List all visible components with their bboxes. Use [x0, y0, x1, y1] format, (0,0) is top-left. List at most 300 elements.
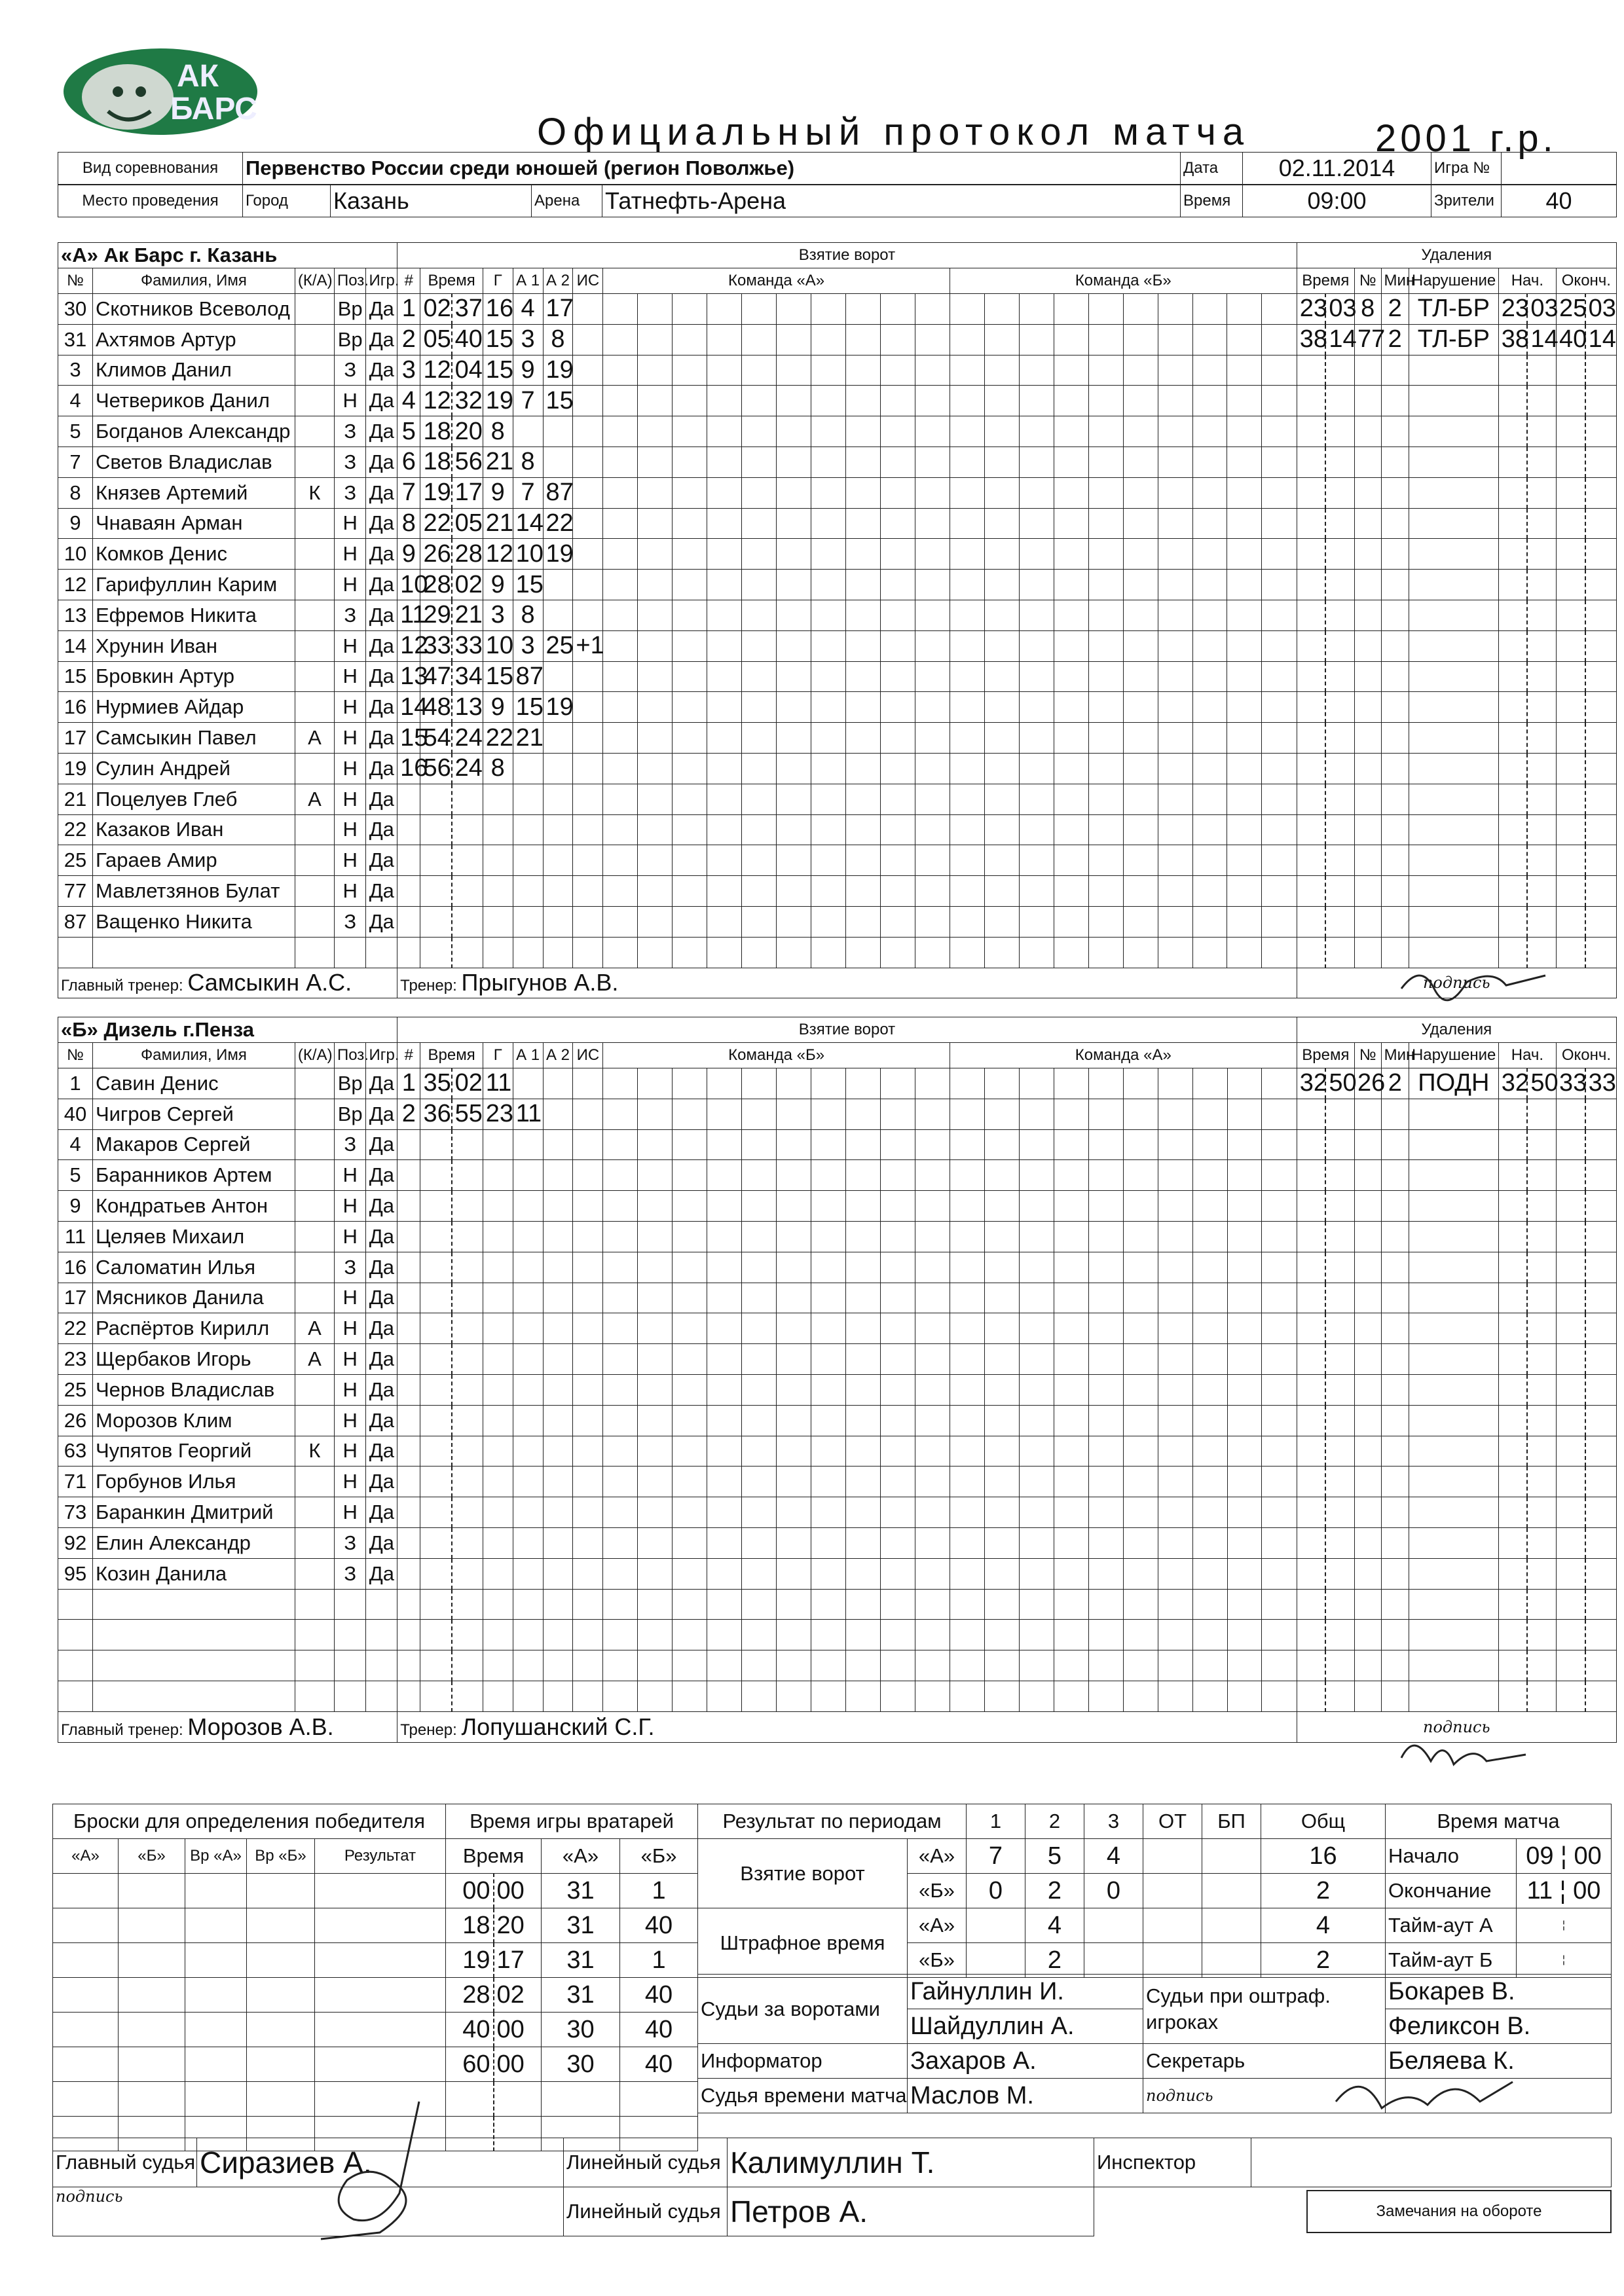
penalty-minutes: [1381, 1620, 1409, 1650]
penalty-start-minute: [1498, 1436, 1527, 1467]
line-cell: [742, 906, 777, 937]
penalty-second: [1325, 539, 1354, 570]
line-cell: [673, 784, 707, 814]
goal-assist-1: [513, 1068, 543, 1099]
player-name: Ващенко Никита: [92, 906, 295, 937]
line-cell: [1192, 1497, 1227, 1528]
player-played: [366, 1620, 397, 1650]
penalty-start-second: [1527, 1681, 1556, 1711]
line-cell: [707, 784, 742, 814]
line-cell: [915, 446, 950, 477]
player-name: Ахтямов Артур: [92, 324, 295, 355]
team-a-head-coach: [58, 968, 397, 998]
goal-assist-1: [513, 1252, 543, 1283]
period-col-4: БП: [1202, 1804, 1261, 1839]
line-cell: [1123, 906, 1158, 937]
goal-scorer: 16: [483, 294, 513, 325]
line-cell: [638, 1467, 673, 1497]
player-position: З: [334, 906, 366, 937]
city-label: Город: [243, 185, 331, 217]
team-b-signature-label: подпись: [1297, 1711, 1616, 1742]
team-b-coaches-row: [58, 1711, 1617, 1742]
line-cell: [846, 1344, 881, 1375]
penalty-minutes: [1381, 539, 1409, 570]
penalty-minute: [1297, 1191, 1325, 1222]
secretary-value: Беляева К.: [1386, 2044, 1612, 2079]
line-cell: [880, 1313, 915, 1344]
line-cell: [603, 1650, 638, 1681]
line-cell: [603, 386, 638, 416]
player-played: Да: [366, 784, 397, 814]
table-row: [446, 1943, 698, 1978]
penalty-end-second: [1585, 753, 1617, 784]
player-position: Н: [334, 876, 366, 907]
line-cell: [845, 446, 880, 477]
penalty-second: [1325, 753, 1354, 784]
line-cell: [1158, 1558, 1192, 1589]
goal-assist-2: [543, 1313, 573, 1344]
goal-number: 9: [397, 539, 420, 570]
line-cell: [1123, 1068, 1158, 1099]
goal-minute: [420, 1374, 452, 1405]
line-cell: [845, 906, 880, 937]
line-cell: [880, 753, 915, 784]
line-cell: [880, 1374, 915, 1405]
table-row: [58, 570, 1617, 600]
line-cell: [638, 386, 673, 416]
team-a-col-hash: #: [397, 268, 420, 294]
goal-minute: 22: [420, 508, 452, 539]
goal-situation: [573, 1068, 603, 1099]
penalty-end-minute: [1556, 814, 1585, 845]
line-cell: [1227, 814, 1262, 845]
goal-assist-1: 21: [513, 723, 543, 754]
goalie-minute: 19: [446, 1943, 494, 1978]
table-row: [58, 1620, 1617, 1650]
line-cell: [950, 386, 984, 416]
goal-second: [452, 845, 483, 876]
line-cell: [1262, 1558, 1297, 1589]
line-cell: [915, 906, 950, 937]
goal-number: [397, 1620, 420, 1650]
line-cell: [777, 1374, 811, 1405]
penalty-player: [1355, 1252, 1382, 1283]
line-cell: [777, 1068, 811, 1099]
penalty-end-minute: [1557, 1620, 1585, 1650]
player-number: 63: [58, 1436, 93, 1467]
penalty-violation: [1409, 355, 1498, 386]
linesman-2-label: Линейный судья: [564, 2187, 728, 2236]
penalty-player: [1355, 1221, 1382, 1252]
goal-second: [452, 784, 483, 814]
penalty-end-minute: [1557, 1129, 1585, 1160]
penalty-minute: [1297, 1344, 1325, 1375]
line-cell: [1019, 1558, 1054, 1589]
player-played: Да: [366, 1374, 397, 1405]
table-row: [58, 416, 1617, 447]
penalty-minute: [1297, 1436, 1325, 1467]
team-a-penalties-title: Удаления: [1297, 243, 1616, 268]
line-cell: [811, 1681, 846, 1711]
line-cell: [1019, 1252, 1054, 1283]
penalty-start-minute: [1498, 1129, 1527, 1160]
goal-second: 04: [452, 355, 483, 386]
goal-assist-1: [513, 784, 543, 814]
goal-assist-2: [543, 1374, 573, 1405]
player-played: Да: [366, 814, 397, 845]
line-cell: [915, 1283, 950, 1313]
line-cell: [1158, 784, 1192, 814]
player-position: З: [334, 477, 366, 508]
player-position: [334, 1620, 366, 1650]
goal-scorer: [483, 1129, 513, 1160]
penalty-player: [1355, 1099, 1382, 1129]
team-b-col-a2: А 2: [543, 1043, 573, 1068]
goal-scorer: 8: [483, 753, 513, 784]
linesman-1-label: Линейный судья: [564, 2138, 728, 2187]
line-cell: [1192, 600, 1227, 630]
line-cell: [1054, 1374, 1088, 1405]
penalty-violation: [1409, 477, 1498, 508]
player-played: Да: [366, 1068, 397, 1099]
line-cell: [777, 845, 811, 876]
player-name: Бровкин Артур: [92, 661, 295, 692]
line-cell: [984, 723, 1019, 754]
player-position: Н: [334, 723, 366, 754]
line-cell: [707, 1344, 742, 1375]
pim-row-b-value: 2: [1261, 1943, 1386, 1978]
penalty-minute: [1297, 600, 1325, 630]
team-b-goals-title: Взятие ворот: [397, 1017, 1297, 1043]
line-cell: [742, 692, 777, 723]
team-b-col-pvio: Нарушение: [1409, 1043, 1498, 1068]
line-cell: [1019, 1589, 1054, 1620]
line-cell: [1192, 1558, 1227, 1589]
player-name: Саломатин Илья: [92, 1252, 295, 1283]
line-cell: [1019, 784, 1054, 814]
line-cell: [777, 1344, 811, 1375]
player-role: [295, 906, 334, 937]
penalty-end-second: 33: [1585, 1068, 1617, 1099]
player-name: [92, 1620, 295, 1650]
goal-assist-2: [543, 446, 573, 477]
penalty-end-second: [1585, 906, 1617, 937]
line-cell: [1227, 1589, 1262, 1620]
line-cell: [1088, 1405, 1123, 1436]
goal-scorer: [483, 937, 513, 968]
penalty-start-second: [1527, 1374, 1556, 1405]
line-cell: [1158, 1681, 1192, 1711]
player-name: Сулин Андрей: [92, 753, 295, 784]
line-cell: [1054, 1650, 1088, 1681]
line-cell: [1262, 723, 1297, 754]
penalty-end-second: [1585, 477, 1617, 508]
goal-minute: [420, 876, 452, 907]
line-cell: [950, 906, 984, 937]
penalty-second: [1325, 508, 1354, 539]
penalty-second: [1325, 600, 1354, 630]
goal-situation: [573, 784, 603, 814]
penalty-end-second: 14: [1585, 324, 1617, 355]
line-cell: [846, 1283, 881, 1313]
line-cell: [915, 1191, 950, 1222]
line-cell: [811, 814, 846, 845]
goal-second: 34: [452, 661, 483, 692]
team-a-col-is: ИС: [573, 268, 603, 294]
line-cell: [1192, 570, 1227, 600]
goal-second: [452, 1681, 483, 1711]
penalty-second: [1325, 1344, 1354, 1375]
line-cell: [1088, 1497, 1123, 1528]
line-cell: [1123, 1129, 1158, 1160]
line-cell: [638, 1283, 673, 1313]
goal-second: [452, 1252, 483, 1283]
line-cell: [811, 1099, 846, 1129]
line-cell: [673, 1589, 707, 1620]
line-cell: [1123, 876, 1158, 907]
penalty-player: [1355, 1527, 1382, 1558]
player-role: [295, 1221, 334, 1252]
line-cell: [1054, 1221, 1088, 1252]
line-cell: [1088, 753, 1123, 784]
penalty-start-second: [1527, 1467, 1556, 1497]
goal-number: [397, 1191, 420, 1222]
line-cell: [1019, 1436, 1054, 1467]
player-name: Четвериков Данил: [92, 386, 295, 416]
shootout-col-4: Результат: [315, 1839, 446, 1874]
goal-situation: [573, 1099, 603, 1129]
line-cell: [1192, 1099, 1227, 1129]
penalty-player: [1354, 845, 1381, 876]
line-cell: [673, 324, 707, 355]
player-name: Поцелуев Глеб: [92, 784, 295, 814]
goal-assist-1: [513, 1283, 543, 1313]
line-cell: [707, 1436, 742, 1467]
player-role: [295, 294, 334, 325]
penalty-start-second: [1527, 600, 1556, 630]
player-played: Да: [366, 753, 397, 784]
line-cell: [1123, 845, 1158, 876]
line-cell: [811, 1129, 846, 1160]
line-cell: [1123, 477, 1158, 508]
line-cell: [1123, 294, 1158, 325]
goal-second: 13: [452, 692, 483, 723]
penalty-minute: [1297, 1650, 1325, 1681]
goal-assist-2: [543, 1589, 573, 1620]
line-cell: [1019, 355, 1054, 386]
line-cell: [880, 1160, 915, 1191]
line-cell: [1123, 1374, 1158, 1405]
line-cell: [950, 1221, 984, 1252]
line-cell: [1262, 1099, 1297, 1129]
penalty-end-second: [1585, 600, 1617, 630]
line-cell: [984, 1313, 1019, 1344]
line-cell: [673, 1068, 707, 1099]
line-cell: [673, 508, 707, 539]
player-played: Да: [366, 1191, 397, 1222]
penalty-minutes: [1381, 446, 1409, 477]
line-cell: [950, 1099, 984, 1129]
goal-situation: [573, 1405, 603, 1436]
line-cell: [811, 508, 846, 539]
goal-second: [452, 1650, 483, 1681]
goal-minute: [420, 1252, 452, 1283]
line-cell: [707, 570, 742, 600]
line-cell: [846, 1252, 881, 1283]
goal-assist-2: 25: [543, 630, 573, 661]
pim-row-b-value: [1143, 1943, 1202, 1978]
penalty-violation: [1409, 1160, 1498, 1191]
player-number: 23: [58, 1344, 93, 1375]
penalty-player: [1354, 692, 1381, 723]
timeout-b-label: Тайм-аут Б: [1386, 1943, 1517, 1978]
line-cell: [880, 1620, 915, 1650]
player-played: Да: [366, 876, 397, 907]
table-row: [58, 753, 1617, 784]
line-cell: [742, 386, 777, 416]
line-cell: [1192, 814, 1227, 845]
goal-situation: [573, 1191, 603, 1222]
line-cell: [603, 692, 638, 723]
goals-row-a-label: Взятие ворот: [698, 1839, 908, 1908]
penalty-player: [1355, 1191, 1382, 1222]
table-row: [58, 1344, 1617, 1375]
line-cell: [1192, 1313, 1227, 1344]
line-cell: [742, 1313, 777, 1344]
line-cell: [673, 1558, 707, 1589]
player-number: 30: [58, 294, 93, 325]
goal-minute: [420, 1589, 452, 1620]
line-cell: [1192, 1283, 1227, 1313]
penalty-player: [1354, 906, 1381, 937]
head-coach-value: Морозов А.В.: [187, 1713, 334, 1740]
goal-situation: [573, 1374, 603, 1405]
player-name: Скотников Всеволод: [92, 294, 295, 325]
line-cell: [1227, 600, 1262, 630]
player-name: Щербаков Игорь: [92, 1344, 295, 1375]
line-cell: [984, 1252, 1019, 1283]
line-cell: [880, 1650, 915, 1681]
line-cell: [915, 1344, 950, 1375]
penalty-minutes: [1381, 570, 1409, 600]
line-cell: [1123, 1405, 1158, 1436]
goal-assist-1: 15: [513, 692, 543, 723]
penalty-minute: [1297, 1283, 1325, 1313]
line-cell: [742, 446, 777, 477]
line-cell: [673, 692, 707, 723]
goal-number: 13: [397, 661, 420, 692]
goal-assist-2: [543, 937, 573, 968]
remarks-box: [1306, 2190, 1612, 2233]
line-cell: [638, 1497, 673, 1528]
line-cell: [742, 355, 777, 386]
player-position: Н: [334, 1191, 366, 1222]
line-cell: [1054, 1467, 1088, 1497]
line-cell: [811, 1405, 846, 1436]
goal-number: 8: [397, 508, 420, 539]
city-value: Казань: [331, 185, 532, 217]
coach-label: Тренер:: [400, 1721, 462, 1739]
line-cell: [811, 1374, 846, 1405]
line-cell: [1262, 1620, 1297, 1650]
penalty-violation: [1409, 446, 1498, 477]
match-start-label: Начало: [1386, 1839, 1517, 1874]
line-cell: [707, 1068, 742, 1099]
shootout-col-0: «А»: [53, 1839, 119, 1874]
player-role: [295, 1160, 334, 1191]
penalty-end-minute: [1557, 1191, 1585, 1222]
penalty-start-second: [1527, 1313, 1556, 1344]
line-cell: [603, 355, 638, 386]
goalie-team-a-col: «А»: [542, 1839, 620, 1874]
line-cell: [915, 692, 950, 723]
goal-minute: 12: [420, 386, 452, 416]
player-number: [58, 1589, 93, 1620]
penalty-violation: [1409, 539, 1498, 570]
line-cell: [846, 1221, 881, 1252]
line-cell: [603, 1283, 638, 1313]
line-cell: [638, 539, 673, 570]
player-role: [295, 600, 334, 630]
goal-minute: 54: [420, 723, 452, 754]
penalty-end-minute: [1557, 1160, 1585, 1191]
line-cell: [1158, 1344, 1192, 1375]
table-row: [58, 324, 1617, 355]
penalty-violation: [1409, 1620, 1498, 1650]
goal-assist-1: [513, 1221, 543, 1252]
line-cell: [950, 784, 984, 814]
team-a-coach: [397, 968, 1297, 998]
line-cell: [880, 1497, 915, 1528]
goal-judge-1: Гайнуллин И.: [908, 1975, 1143, 2009]
penalty-start-minute: [1498, 539, 1527, 570]
match-time-table: Время матча Начало 09 ¦ 00 Окончание 11 ¦ 00 Тайм-аут А ¦ Тайм-аут Б ¦: [1385, 1804, 1612, 1978]
penalty-start-second: [1527, 1099, 1556, 1129]
penalty-minute: [1297, 1681, 1325, 1711]
line-cell: [811, 1558, 846, 1589]
penalty-start-minute: [1498, 1099, 1527, 1129]
line-cell: [915, 784, 950, 814]
goal-assist-1: [513, 1589, 543, 1620]
line-cell: [1192, 1467, 1227, 1497]
line-cell: [1019, 446, 1054, 477]
line-cell: [603, 1068, 638, 1099]
line-cell: [915, 1221, 950, 1252]
line-cell: [742, 1099, 777, 1129]
goals-row-a-value: 4: [1084, 1839, 1143, 1874]
penalty-end-minute: [1556, 355, 1585, 386]
goal-assist-1: [513, 1160, 543, 1191]
line-cell: [845, 570, 880, 600]
coach-label: Тренер:: [400, 977, 462, 995]
line-cell: [950, 661, 984, 692]
line-cell: [603, 784, 638, 814]
penalty-start-minute: [1498, 416, 1527, 447]
line-cell: [811, 906, 846, 937]
penalty-second: 50: [1325, 1068, 1354, 1099]
line-cell: [984, 876, 1019, 907]
penalty-player: [1355, 1160, 1382, 1191]
line-cell: [707, 906, 742, 937]
penalty-violation: [1409, 416, 1498, 447]
line-cell: [1262, 477, 1297, 508]
penalty-minutes: [1381, 477, 1409, 508]
penalty-start-minute: [1498, 1558, 1527, 1589]
line-cell: [638, 600, 673, 630]
penalty-violation: [1409, 1497, 1498, 1528]
player-name: Гараев Амир: [92, 845, 295, 876]
line-cell: [1123, 570, 1158, 600]
